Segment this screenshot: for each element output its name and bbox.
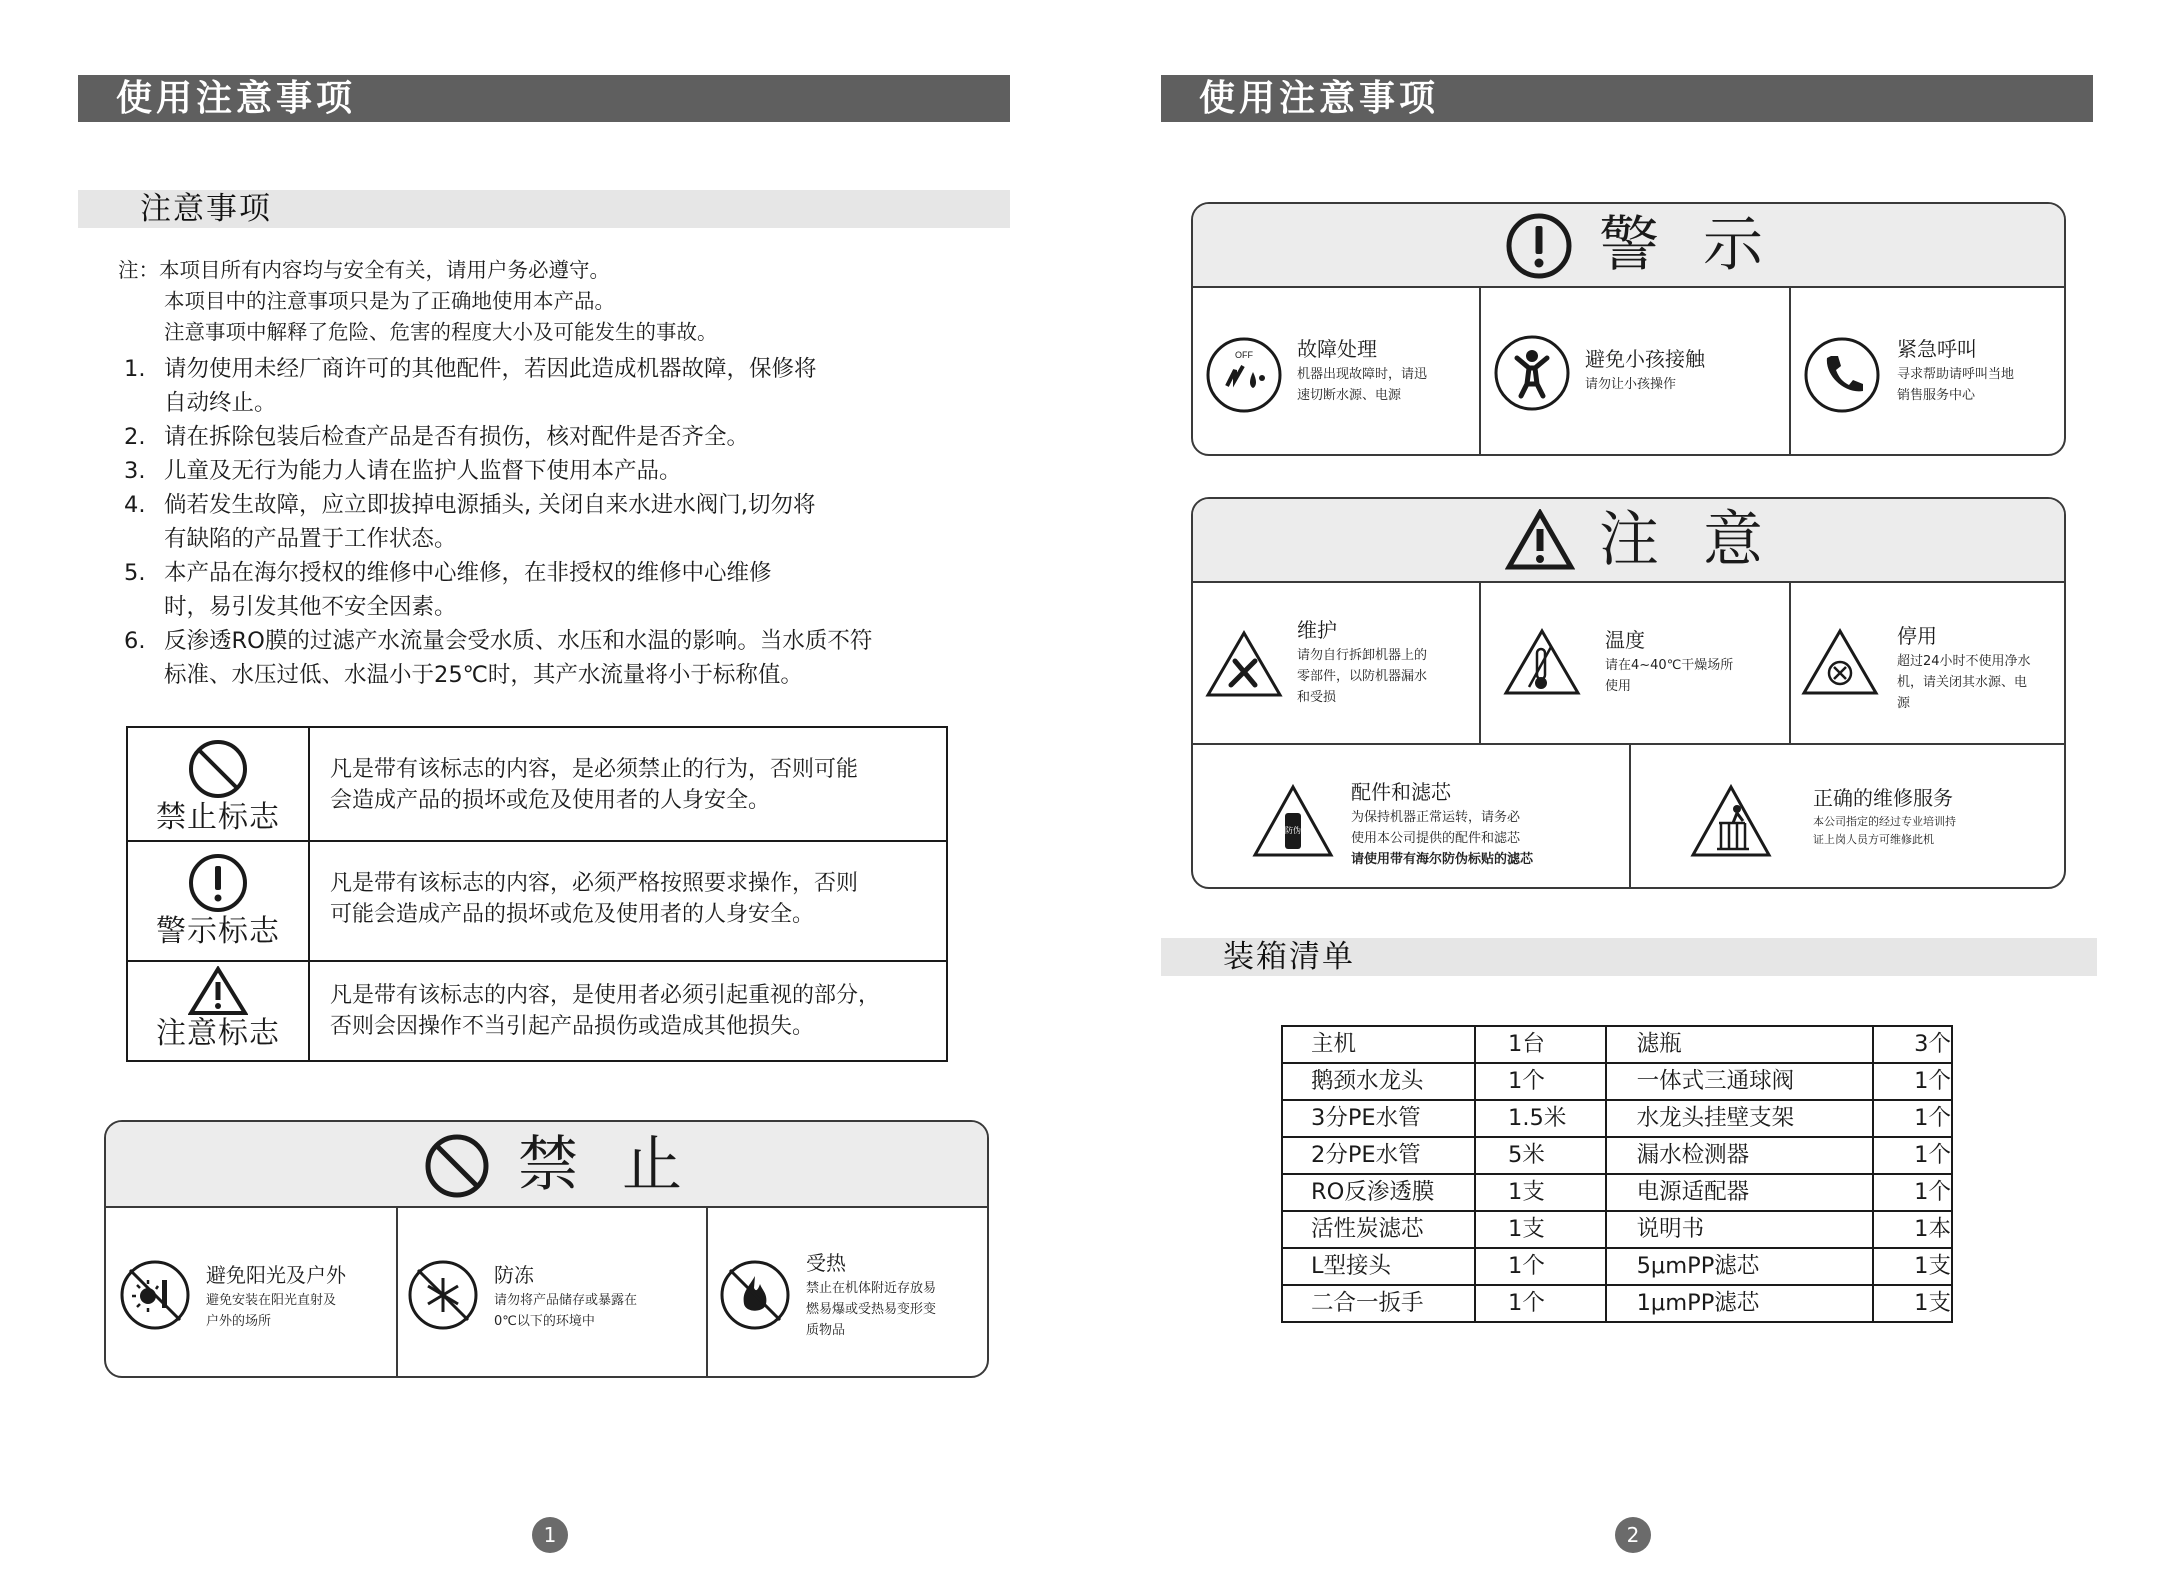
- symbol-row-caution: [128, 962, 946, 1060]
- cell-title: 受热: [806, 1251, 846, 1275]
- table-cell: 1μmPP滤芯: [1606, 1285, 1874, 1322]
- table-row: [1282, 1063, 1952, 1100]
- table-row: [1282, 1285, 1952, 1322]
- cell-title: 温度: [1605, 628, 1645, 652]
- list-item: 5. 本产品在海尔授权的维修中心维修，在非授权的维修中心维修: [124, 560, 772, 586]
- table-row: [1282, 1137, 1952, 1174]
- page-number: 2: [1615, 1517, 1651, 1553]
- technician-icon: [1689, 783, 1773, 859]
- cell-title: 紧急呼叫: [1897, 337, 1977, 361]
- prohibit-box: [104, 1120, 989, 1378]
- symbol-desc: 会造成产品的损坏或危及使用者的人身安全。: [330, 788, 771, 813]
- exclamation-icon: [187, 852, 249, 914]
- table-cell: 1支: [1873, 1248, 1952, 1285]
- svg-text:OFF: OFF: [1235, 350, 1253, 360]
- cell-title: 配件和滤芯: [1351, 780, 1451, 804]
- page-title: 使用注意事项: [78, 75, 1010, 122]
- table-cell: 水龙头挂壁支架: [1606, 1100, 1874, 1137]
- table-cell: 3个: [1873, 1026, 1952, 1063]
- table-cell: RO反渗透膜: [1282, 1174, 1475, 1211]
- thermometer-icon: [1503, 627, 1581, 697]
- table-cell: 1支: [1475, 1211, 1606, 1248]
- list-item: 1. 请勿使用未经厂商许可的其他配件，若因此造成机器故障，保修将: [124, 356, 817, 382]
- list-item: 4. 倘若发生故障，应立即拔掉电源插头, 关闭自来水进水阀门,切勿将: [124, 492, 816, 518]
- table-cell: 1.5米: [1475, 1100, 1606, 1137]
- notes-block: [118, 255, 978, 692]
- table-cell: 2分PE水管: [1282, 1137, 1475, 1174]
- table-cell: 3分PE水管: [1282, 1100, 1475, 1137]
- power-off-icon: [1205, 336, 1283, 414]
- cell-title: 正确的维修服务: [1813, 786, 1953, 810]
- table-cell: 主机: [1282, 1026, 1475, 1063]
- symbol-row-prohibit: [128, 728, 946, 842]
- cell-desc: 本公司指定的经过专业培训持 证上岗人员方可维修此机: [1813, 815, 1956, 846]
- section-heading: 注意事项: [78, 190, 1010, 228]
- table-cell: 漏水检测器: [1606, 1137, 1874, 1174]
- cell-desc: 寻求帮助请呼叫当地 销售服务中心: [1897, 367, 2015, 403]
- right-page: [1081, 0, 2162, 1587]
- page-title: 使用注意事项: [1161, 75, 2093, 122]
- table-cell: 滤瓶: [1606, 1026, 1874, 1063]
- cell-title: 停用: [1897, 624, 1937, 648]
- list-item-cont: 自动终止。: [164, 390, 277, 416]
- cell-desc: 超过24小时不使用净水 机，请关闭其水源、电 源: [1897, 654, 2031, 711]
- filter-cartridge-icon: [1251, 783, 1335, 859]
- symbol-desc: 可能会造成产品的损坏或危及使用者的人身安全。: [330, 902, 815, 927]
- symbol-desc: 凡是带有该标志的内容，必须严格按照要求操作，否则: [330, 871, 859, 896]
- box-title: 禁止: [518, 1130, 726, 1200]
- cell-desc: 避免安装在阳光直射及 户外的场所: [206, 1293, 337, 1329]
- box-title: 警示: [1599, 210, 1807, 280]
- fire-icon: [718, 1258, 792, 1332]
- table-cell: L型接头: [1282, 1248, 1475, 1285]
- prohibition-icon: [424, 1133, 490, 1199]
- symbol-desc: 凡是带有该标志的内容，是必须禁止的行为，否则可能: [330, 757, 859, 782]
- stop-icon: [1801, 627, 1879, 697]
- caution-triangle-icon: [188, 966, 248, 1016]
- symbol-row-warning: [128, 842, 946, 962]
- cell-desc: 请勿让小孩操作: [1585, 377, 1677, 392]
- symbol-desc: 否则会因操作不当引起产品损伤或造成其他损失。: [330, 1014, 815, 1039]
- cell-title: 避免阳光及户外: [206, 1263, 346, 1287]
- cell-desc: 请勿将产品储存或暴露在 0℃以下的环境中: [494, 1293, 638, 1329]
- caution-triangle-icon: [1505, 509, 1575, 571]
- table-cell: 1本: [1873, 1211, 1952, 1248]
- list-item: 6. 反渗透RO膜的过滤产水流量会受水质、水压和水温的影响。当水质不符: [124, 628, 873, 654]
- symbol-label: 禁止标志: [156, 800, 280, 835]
- cell-desc: 机器出现故障时，请迅 速切断水源、电源: [1297, 367, 1428, 403]
- table-cell: 活性炭滤芯: [1282, 1211, 1475, 1248]
- note-line: 本项目中的注意事项只是为了正确地使用本产品。: [164, 289, 615, 313]
- list-item: 2. 请在拆除包装后检查产品是否有损伤，核对配件是否齐全。: [124, 424, 750, 450]
- list-item-cont: 有缺陷的产品置于工作状态。: [164, 526, 457, 552]
- cell-title: 维护: [1297, 618, 1337, 642]
- symbol-desc: 凡是带有该标志的内容，是使用者必须引起重视的部分，: [330, 983, 881, 1008]
- table-cell: 5米: [1475, 1137, 1606, 1174]
- table-row: [1282, 1174, 1952, 1211]
- table-cell: 1个: [1873, 1137, 1952, 1174]
- section-heading: 装箱清单: [1161, 938, 2097, 976]
- cell-title: 故障处理: [1297, 337, 1377, 361]
- symbol-label: 警示标志: [156, 914, 280, 949]
- list-item-cont: 标准、水压过低、水温小于25℃时，其产水流量将小于标称值。: [164, 662, 803, 688]
- cell-desc: 请在4~40℃干燥场所 使用: [1605, 658, 1734, 694]
- table-cell: 鹅颈水龙头: [1282, 1063, 1475, 1100]
- table-cell: 1个: [1873, 1100, 1952, 1137]
- cell-desc: 禁止在机体附近存放易 燃易爆或受热易变形变 质物品: [806, 1281, 937, 1338]
- symbol-label: 注意标志: [156, 1016, 280, 1051]
- prohibition-icon: [187, 738, 249, 800]
- table-cell: 1支: [1873, 1285, 1952, 1322]
- table-row: [1282, 1026, 1952, 1063]
- table-cell: 1个: [1873, 1174, 1952, 1211]
- child-icon: [1493, 334, 1571, 412]
- table-cell: 电源适配器: [1606, 1174, 1874, 1211]
- cell-desc: 请勿自行拆卸机器上的 零部件，以防机器漏水 和受损: [1297, 648, 1428, 705]
- table-cell: 1支: [1475, 1174, 1606, 1211]
- table-cell: 二合一扳手: [1282, 1285, 1475, 1322]
- cell-title: 防冻: [494, 1263, 534, 1287]
- snowflake-icon: [406, 1258, 480, 1332]
- list-item: 3. 儿童及无行为能力人请在监护人监督下使用本产品。: [124, 458, 682, 484]
- table-row: [1282, 1248, 1952, 1285]
- exclamation-icon: [1505, 212, 1573, 280]
- list-item-cont: 时，易引发其他不安全因素。: [164, 594, 457, 620]
- caution-box: [1191, 497, 2066, 889]
- symbol-legend-table: [126, 726, 948, 1062]
- cell-desc: 为保持机器正常运转，请务必 使用本公司提供的配件和滤芯 请使用带有海尔防伪标贴的滤芯: [1351, 810, 1534, 867]
- tools-icon: [1205, 629, 1283, 699]
- svg-text:防伪: 防伪: [1285, 826, 1301, 835]
- table-row: [1282, 1211, 1952, 1248]
- table-cell: 1台: [1475, 1026, 1606, 1063]
- table-cell: 1个: [1475, 1285, 1606, 1322]
- warning-box: [1191, 202, 2066, 456]
- table-cell: 5μmPP滤芯: [1606, 1248, 1874, 1285]
- table-row: [1282, 1100, 1952, 1137]
- phone-icon: [1803, 336, 1881, 414]
- box-title: 注意: [1599, 505, 1807, 575]
- table-cell: 一体式三通球阀: [1606, 1063, 1874, 1100]
- table-cell: 1个: [1475, 1063, 1606, 1100]
- table-cell: 1个: [1475, 1248, 1606, 1285]
- packing-list-table: [1281, 1025, 1953, 1323]
- table-cell: 1个: [1873, 1063, 1952, 1100]
- note-line: 注：本项目所有内容均与安全有关，请用户务必遵守。: [118, 258, 610, 282]
- sun-icon: [118, 1258, 192, 1332]
- page-number: 1: [532, 1517, 568, 1553]
- cell-title: 避免小孩接触: [1585, 347, 1705, 371]
- note-line: 注意事项中解释了危险、危害的程度大小及可能发生的事故。: [164, 320, 718, 344]
- table-cell: 说明书: [1606, 1211, 1874, 1248]
